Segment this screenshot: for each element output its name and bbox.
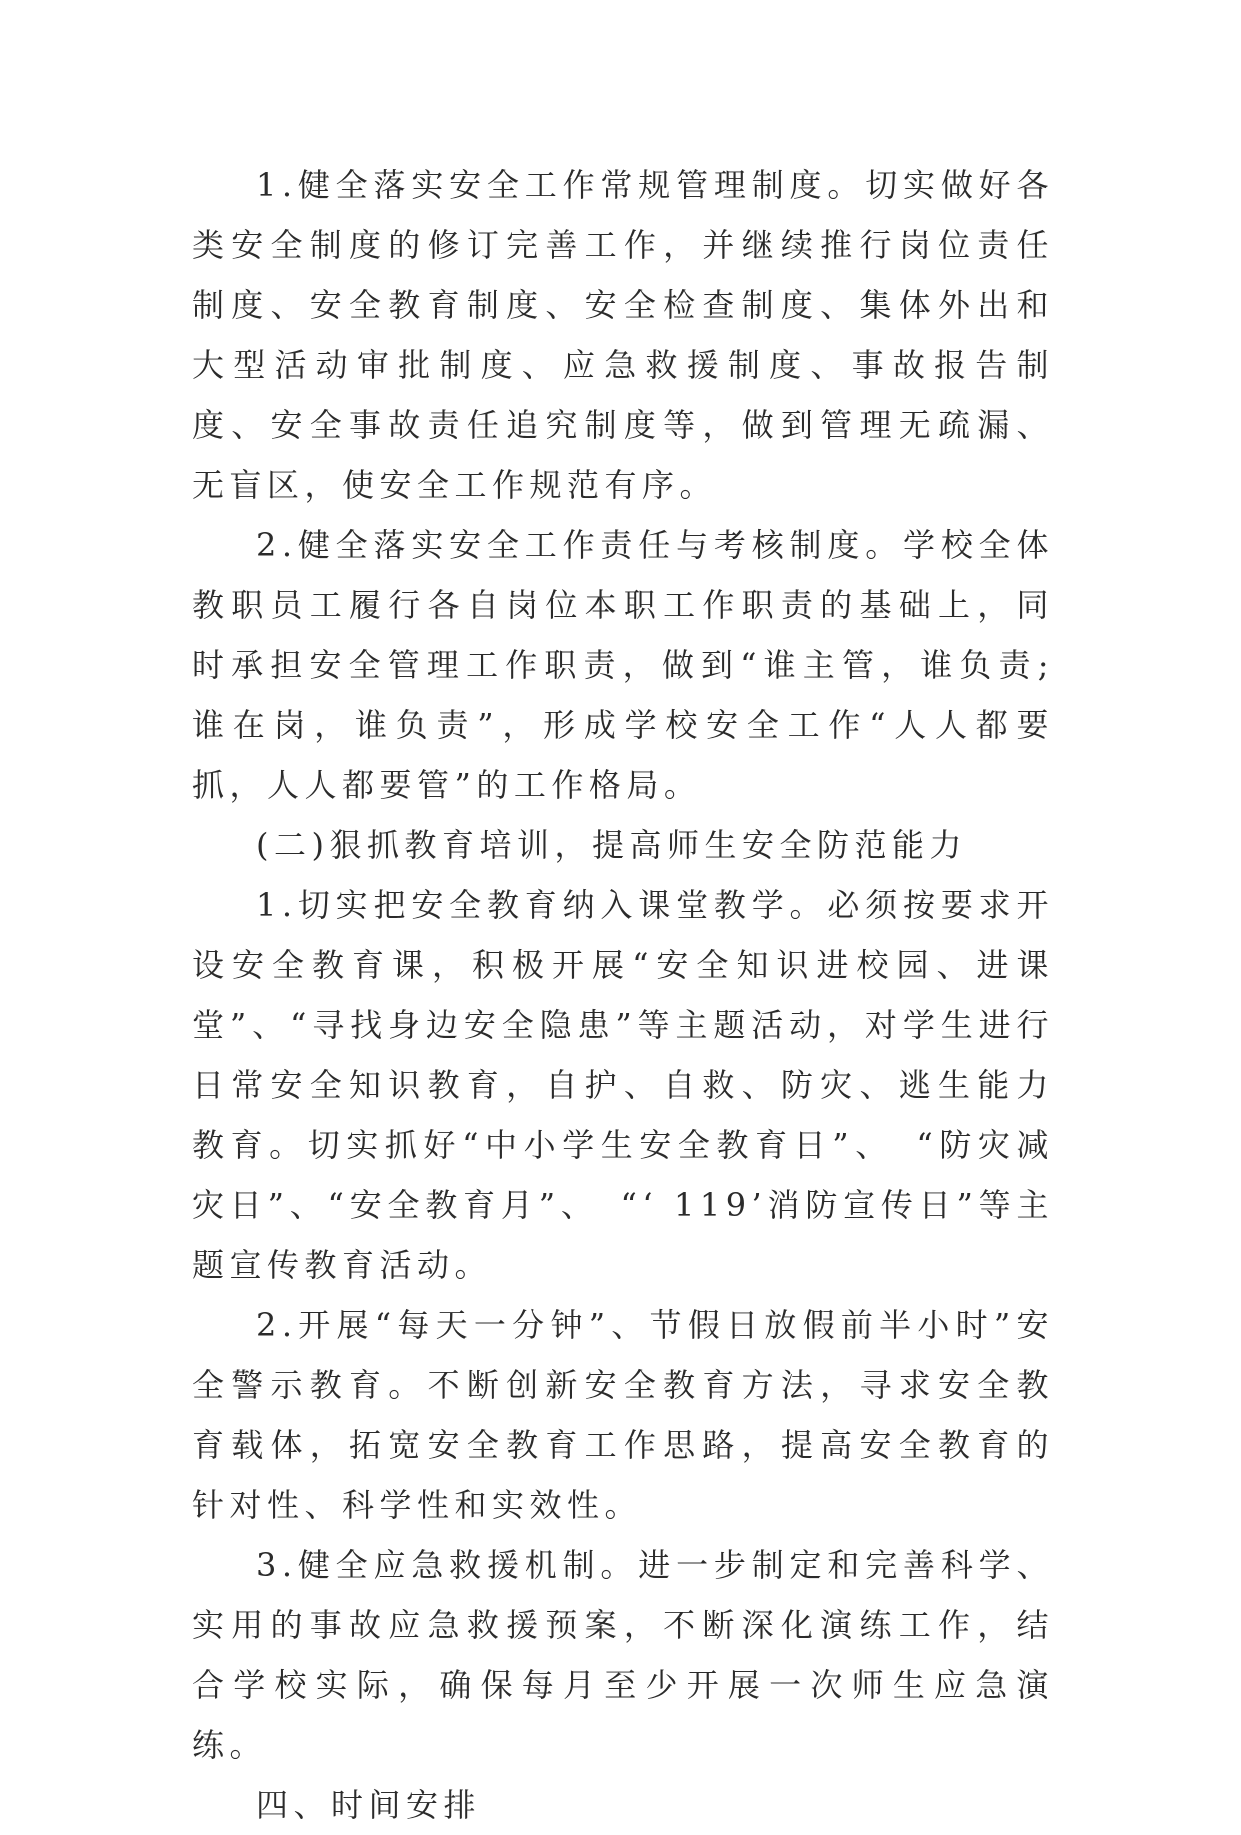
- document-body: [192, 155, 1054, 1835]
- paragraph-safety-management-system: 1.健全落实安全工作常规管理制度。切实做好各类安全制度的修订完善工作，并继续推行岗位责任制度、安全教育制度、安全检查制度、集体外出和大型活动审批制度、应急救援制度、事故报告制度、安全事故责任追究制度等，做到管理无疏漏、无盲区，使安全工作规范有序。: [192, 166, 1054, 504]
- section-heading-schedule: 四、时间安排: [256, 1786, 482, 1824]
- section-heading-education-training: (二)狠抓教育培训，提高师生安全防范能力: [256, 826, 967, 864]
- paragraph-safety-responsibility: 2.健全落实安全工作责任与考核制度。学校全体教职员工履行各自岗位本职工作职责的基础上，同时承担安全管理工作职责，做到“谁主管，谁负责;谁在岗，谁负责”，形成学校安全工作“人人都要抓，人人都要管”的工作格局。: [192, 526, 1054, 804]
- paragraph-daily-warning-education: 2.开展“每天一分钟”、节假日放假前半小时”安全警示教育。不断创新安全教育方法，寻求安全教育载体，拓宽安全教育工作思路，提高安全教育的针对性、科学性和实效性。: [192, 1306, 1054, 1524]
- paragraph-classroom-safety-education: 1.切实把安全教育纳入课堂教学。必须按要求开设安全教育课，积极开展“安全知识进校园、进课堂”、“寻找身边安全隐患”等主题活动，对学生进行日常安全知识教育，自护、自救、防灾、逃生能力教育。切实抓好“中小学生安全教育日”、 “防灾减灾日”、“安全教育月”、 “‘ 119’消防宣传日”等主题宣传教育活动。: [192, 886, 1054, 1284]
- paragraph-emergency-rescue: 3.健全应急救援机制。进一步制定和完善科学、实用的事故应急救援预案，不断深化演练工作，结合学校实际，确保每月至少开展一次师生应急演练。: [192, 1546, 1054, 1764]
